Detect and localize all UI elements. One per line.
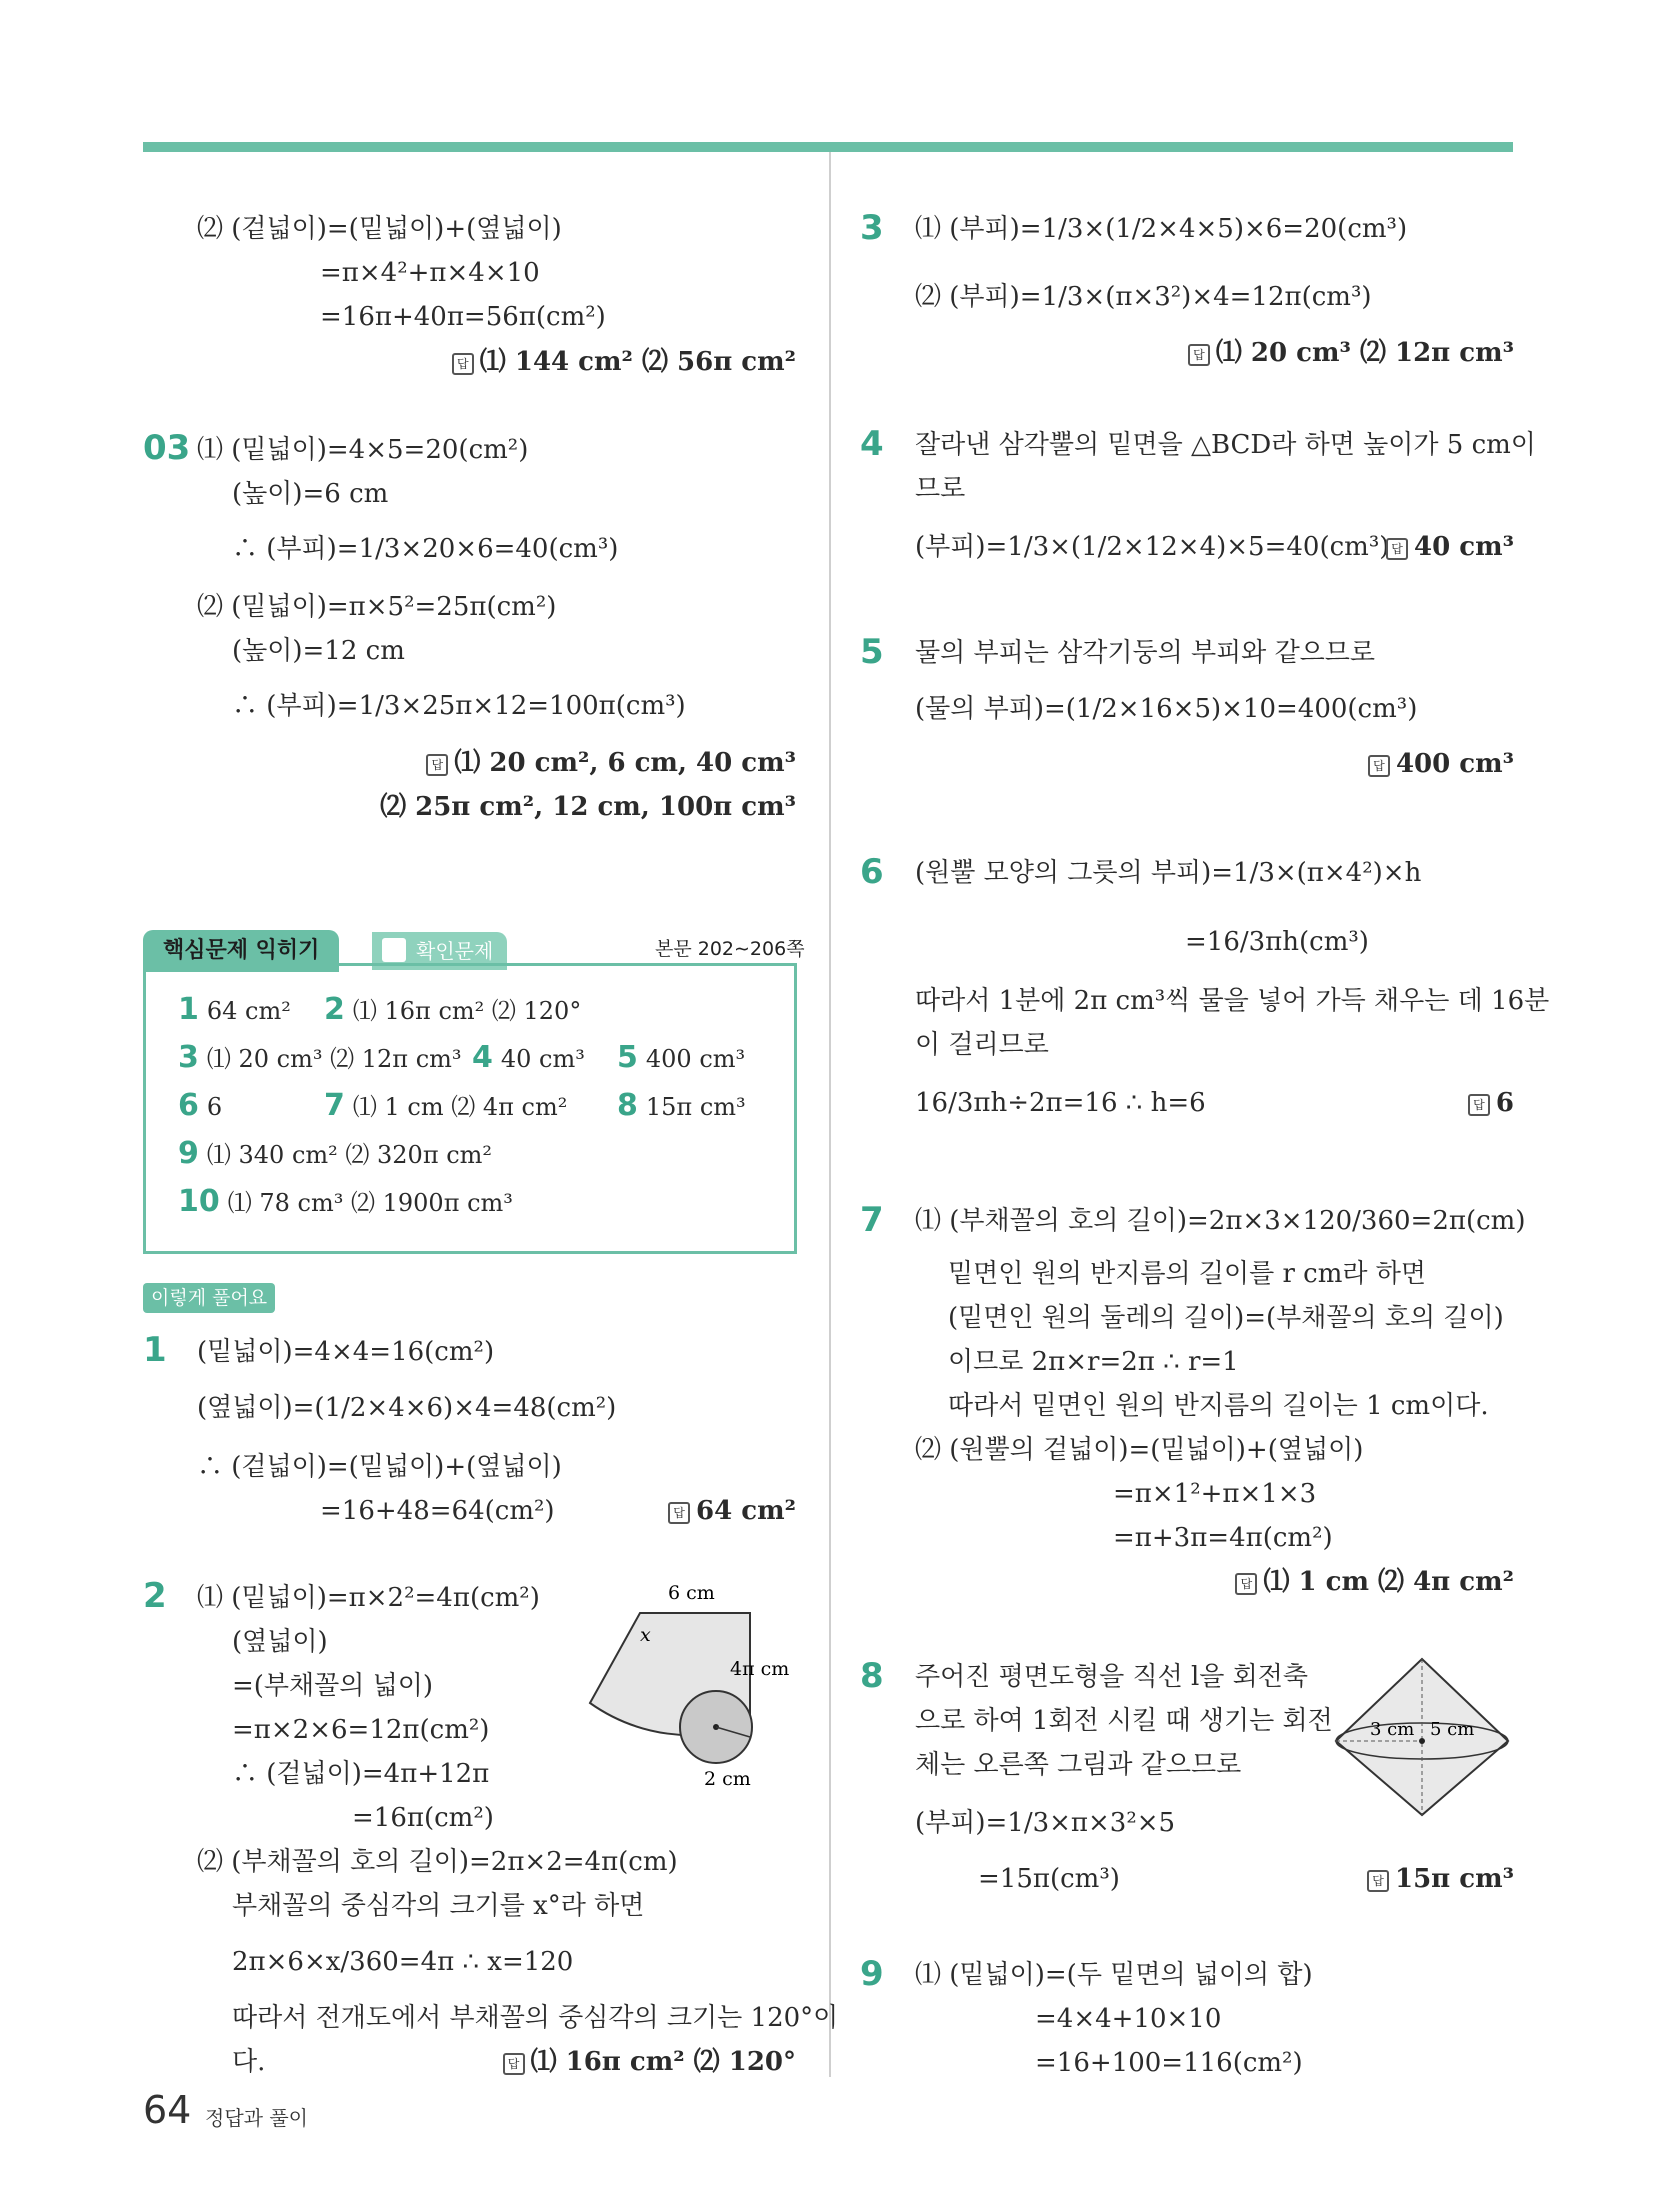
key-icon — [382, 938, 406, 962]
text-line: (밑면인 원의 둘레의 길이)=(부채꼴의 호의 길이) — [948, 1303, 1504, 1333]
text-line: =π×2×6=12π(cm²) — [232, 1715, 490, 1745]
text-line: 이므로 2π×r=2π ∴ r=1 — [948, 1347, 1239, 1377]
answer: 답 ⑴ 1 cm ⑵ 4π cm² — [1235, 1565, 1514, 1599]
figure-label: 3 cm — [1370, 1719, 1415, 1740]
text-line: 부채꼴의 중심각의 크기를 x°라 하면 — [232, 1891, 645, 1921]
text-line: ⑴ (밑넓이)=π×2²=4π(cm²) — [197, 1583, 540, 1613]
text-line: ∴ (부피)=1/3×20×6=40(cm³) — [232, 534, 619, 564]
text-line: (밑넓이)=4×4=16(cm²) — [197, 1337, 495, 1367]
problem-number: 03 — [143, 428, 191, 468]
text-line: ⑴ (밑넓이)=4×5=20(cm²) — [197, 435, 529, 465]
text-line: (부피)=1/3×π×3²×5 — [915, 1808, 1176, 1838]
answer: 답 ⑴ 20 cm³ ⑵ 12π cm³ — [1188, 336, 1514, 370]
problem-number: 1 — [143, 1330, 167, 1370]
text-line: 이 걸리므로 — [915, 1030, 1049, 1060]
double-cone-figure — [1330, 1655, 1515, 1820]
text-line: ⑵ (원뿔의 겉넓이)=(밑넓이)+(옆넓이) — [915, 1435, 1364, 1465]
answer: 답 ⑴ 16π cm² ⑵ 120° — [503, 2045, 796, 2079]
core-tab: 핵심문제 익히기 — [143, 930, 339, 972]
page-number: 64 — [143, 2088, 192, 2132]
text-line: (옆넓이)=(1/2×4×6)×4=48(cm²) — [197, 1393, 617, 1423]
answer: 답 40 cm³ — [1386, 530, 1514, 564]
text-line: (원뿔 모양의 그릇의 부피)=1/3×(π×4²)×h — [915, 858, 1422, 888]
box-item: 4 40 cm³ — [472, 1040, 585, 1075]
box-item: 6 6 — [178, 1088, 223, 1123]
box-item: 7 ⑴ 1 cm ⑵ 4π cm² — [324, 1088, 568, 1123]
text-line: (높이)=12 cm — [232, 636, 405, 666]
text-line: 16/3πh÷2π=16 ∴ h=6 — [915, 1088, 1206, 1118]
text-line: 므로 — [915, 474, 966, 504]
problem-number: 8 — [860, 1656, 884, 1696]
text-line: =4×4+10×10 — [1035, 2004, 1222, 2034]
box-item: 9 ⑴ 340 cm² ⑵ 320π cm² — [178, 1136, 493, 1171]
answer: 답 ⑴ 20 cm², 6 cm, 40 cm³ — [426, 746, 796, 780]
box-item: 8 15π cm³ — [617, 1088, 746, 1123]
problem-number: 2 — [143, 1576, 167, 1616]
figure-label: x — [640, 1624, 651, 1646]
text-line: 체는 오른쪽 그림과 같으므로 — [915, 1750, 1242, 1780]
text-line: 잘라낸 삼각뿔의 밑면을 △BCD라 하면 높이가 5 cm이 — [915, 430, 1536, 460]
box-item: 10 ⑴ 78 cm³ ⑵ 1900π cm³ — [178, 1184, 513, 1219]
answer: 답 ⑴ 144 cm² ⑵ 56π cm² — [452, 345, 796, 379]
text-line: 으로 하여 1회전 시킬 때 생기는 회전 — [915, 1706, 1333, 1736]
problem-number: 5 — [860, 632, 884, 672]
problem-number: 9 — [860, 1954, 884, 1994]
text-line: ⑵ (겉넓이)=(밑넓이)+(옆넓이) — [197, 214, 562, 244]
text-line: (부피)=1/3×(1/2×12×4)×5=40(cm³) — [915, 532, 1390, 562]
text-line: ⑵ (부피)=1/3×(π×3²)×4=12π(cm³) — [915, 282, 1372, 312]
page-reference: 본문 202∼206쪽 — [655, 938, 805, 960]
check-tab: 확인문제 — [372, 932, 507, 970]
text-line: =16π(cm²) — [352, 1803, 494, 1833]
column-divider — [829, 152, 831, 2077]
page-label: 정답과 풀이 — [205, 2106, 308, 2130]
answer: ⑵ 25π cm², 12 cm, 100π cm³ — [380, 792, 796, 822]
text-line: ⑴ (밑넓이)=(두 밑면의 넓이의 합) — [915, 1960, 1313, 1990]
top-accent-bar — [143, 142, 1513, 152]
text-line: =16/3πh(cm³) — [1185, 927, 1369, 957]
answer: 답 64 cm² — [668, 1494, 796, 1528]
problem-number: 3 — [860, 208, 884, 248]
text-line: =π+3π=4π(cm²) — [1113, 1523, 1333, 1553]
answer: 답 400 cm³ — [1368, 747, 1514, 781]
text-line: ∴ (부피)=1/3×25π×12=100π(cm³) — [232, 691, 686, 721]
figure-label: 5 cm — [1430, 1719, 1475, 1740]
text-line: 따라서 밑면인 원의 반지름의 길이는 1 cm이다. — [948, 1391, 1489, 1421]
text-line: 주어진 평면도형을 직선 l을 회전축 — [915, 1662, 1308, 1692]
text-line: 물의 부피는 삼각기둥의 부피와 같으므로 — [915, 638, 1376, 668]
text-line: 다. — [232, 2047, 266, 2077]
text-line: ⑵ (부채꼴의 호의 길이)=2π×2=4π(cm) — [197, 1847, 678, 1877]
figure-label: 4π cm — [730, 1658, 790, 1680]
text-line: ⑵ (밑넓이)=π×5²=25π(cm²) — [197, 592, 557, 622]
text-line: =16+100=116(cm²) — [1035, 2048, 1303, 2078]
text-line: ⑴ (부피)=1/3×(1/2×4×5)×6=20(cm³) — [915, 214, 1408, 244]
text-line: ⑴ (부채꼴의 호의 길이)=2π×3×120/360=2π(cm) — [915, 1206, 1526, 1236]
text-line: 따라서 전개도에서 부채꼴의 중심각의 크기는 120°이 — [232, 2003, 839, 2033]
text-line: (물의 부피)=(1/2×16×5)×10=400(cm³) — [915, 694, 1418, 724]
text-line: =15π(cm³) — [978, 1864, 1120, 1894]
box-item: 3 ⑴ 20 cm³ ⑵ 12π cm³ — [178, 1040, 462, 1075]
problem-number: 6 — [860, 852, 884, 892]
text-line: 2π×6×x/360=4π ∴ x=120 — [232, 1947, 574, 1977]
answer: 답 15π cm³ — [1367, 1862, 1514, 1896]
box-item: 5 400 cm³ — [617, 1040, 746, 1075]
text-line: =π×1²+π×1×3 — [1113, 1479, 1317, 1509]
text-line: 따라서 1분에 2π cm³씩 물을 넣어 가득 채우는 데 16분 — [915, 986, 1550, 1016]
answer: 답 6 — [1468, 1086, 1514, 1120]
figure-label: 6 cm — [668, 1582, 715, 1604]
solution-label: 이렇게 풀어요 — [143, 1283, 275, 1313]
text-line: 밑면인 원의 반지름의 길이를 r cm라 하면 — [948, 1259, 1426, 1289]
text-line: =16+48=64(cm²) — [320, 1496, 555, 1526]
text-line: (높이)=6 cm — [232, 479, 389, 509]
text-line: =16π+40π=56π(cm²) — [320, 302, 606, 332]
text-line: (옆넓이) — [232, 1627, 328, 1657]
problem-number: 4 — [860, 424, 884, 464]
box-item: 1 64 cm² — [178, 992, 291, 1027]
cone-net-figure — [580, 1575, 810, 1790]
text-line: ∴ (겉넓이)=4π+12π — [232, 1759, 490, 1789]
box-item: 2 ⑴ 16π cm² ⑵ 120° — [324, 992, 582, 1027]
text-line: =π×4²+π×4×10 — [320, 258, 540, 288]
text-line: ∴ (겉넓이)=(밑넓이)+(옆넓이) — [197, 1452, 562, 1482]
problem-number: 7 — [860, 1200, 884, 1240]
figure-label: 2 cm — [704, 1768, 751, 1790]
text-line: =(부채꼴의 넓이) — [232, 1671, 434, 1701]
